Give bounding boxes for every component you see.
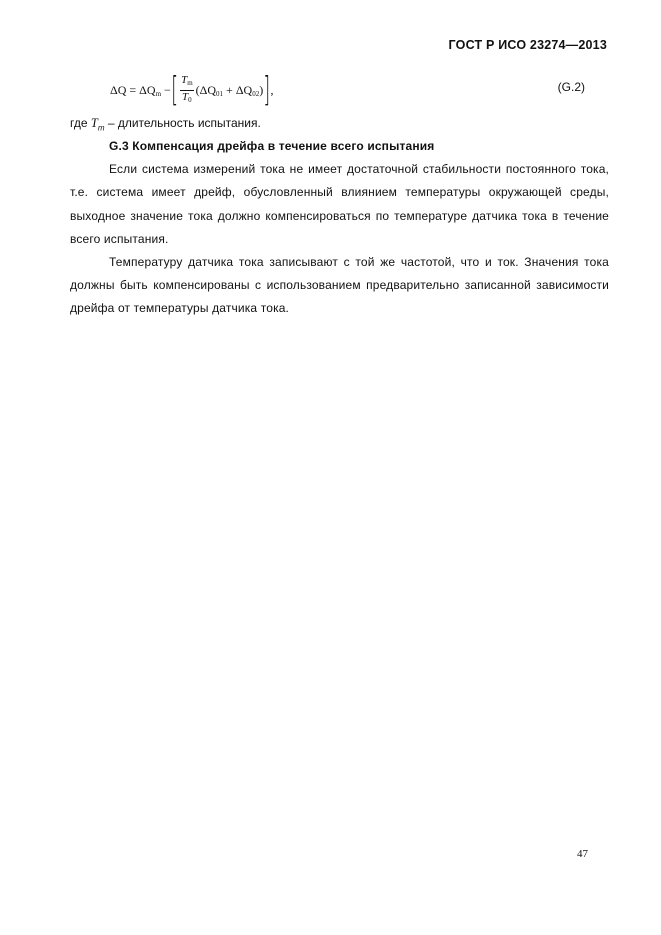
fraction-denominator: $T_0$ — [182, 90, 192, 104]
formula-minus: − — [164, 82, 171, 97]
where-symbol: T — [90, 116, 98, 130]
formula-plus: + — [226, 82, 233, 97]
where-prefix: где — [70, 116, 88, 130]
formula-paren-close: ) — [259, 82, 264, 97]
page-number: 47 — [577, 848, 588, 860]
document-header: ГОСТ Р ИСО 23274—2013 — [448, 38, 607, 52]
fraction-numerator: $T_m$ — [180, 74, 194, 91]
formula-term1: $\Delta Q_m$ — [139, 82, 162, 98]
formula-delta1: $\Delta Q_{01}$ — [199, 82, 224, 98]
right-bracket: ] — [263, 70, 271, 110]
formula-fraction — [180, 74, 194, 107]
section-heading: G.3 Компенсация дрейфа в течение всего испытания — [109, 139, 435, 153]
formula-g2 — [110, 70, 273, 110]
formula-paren-open: ( — [195, 82, 200, 97]
formula-lhs: ΔQ — [110, 82, 127, 97]
where-description: – длительность испытания. — [107, 116, 261, 130]
paragraph-1: Если система измерений тока не имеет достаточной стабильности постоянного тока, т.е. система имеет дрейф, обусловленный влиянием температуры окружающей среды, выходное значение тока должно компенсироваться по температуре датчика тока в течение всего испытания. — [70, 162, 609, 246]
paragraph-2: Температуру датчика тока записывают с той же частотой, что и ток. Значения тока должны быть компенсированы с использованием предварительно записанной зависимости дрейфа от температуры датчика тока. — [70, 255, 609, 316]
section-body — [70, 135, 609, 321]
where-symbol-sub: m — [97, 123, 105, 133]
formula-equals: = — [129, 82, 137, 97]
left-bracket: [ — [171, 70, 178, 110]
formula-comma: , — [270, 82, 274, 97]
equation-number: (G.2) — [557, 80, 585, 94]
formula-delta2: $\Delta Q_{02}$ — [235, 82, 260, 98]
